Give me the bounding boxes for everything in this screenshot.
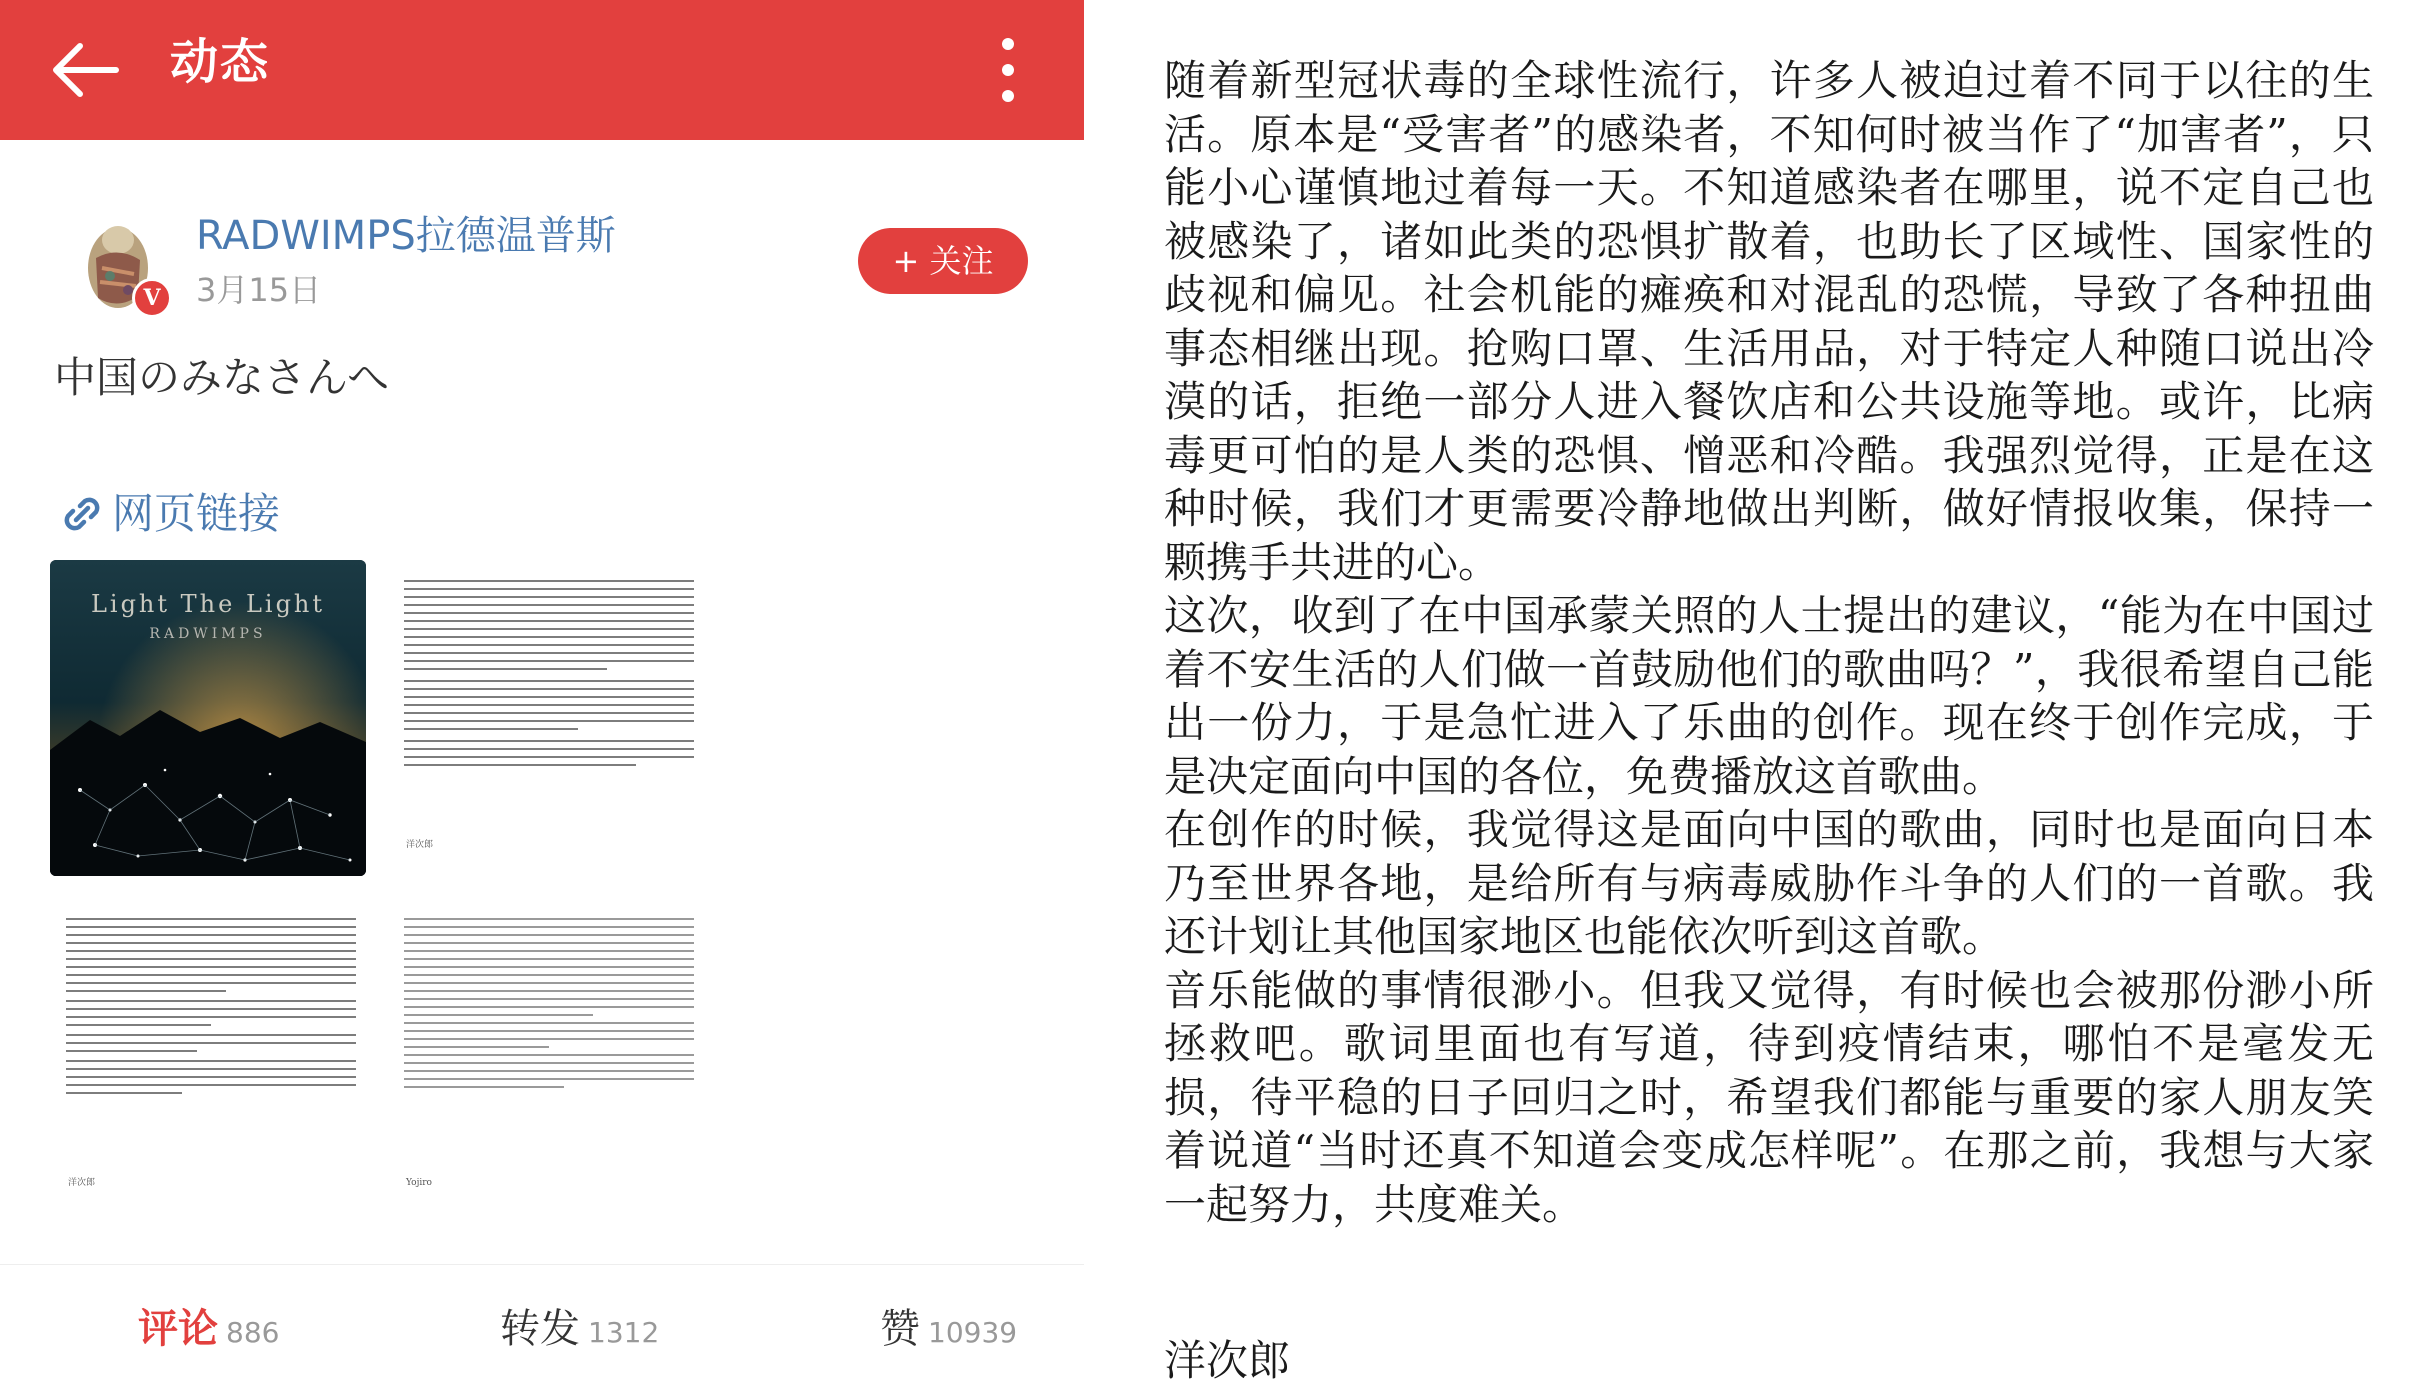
japanese-letter-signature: 洋次郎: [406, 840, 434, 850]
post-action-bar: [0, 1264, 1084, 1400]
letter-paragraph-2: 这次，收到了在中国承蒙关照的人士提出的建议，“能为在中国过着不安生活的人们做一首鼓励他们的歌曲吗？”，我很希望自己能出一份力，于是急忙进入了乐曲的创作。现在终于创作完成，于是决定面向中国的各位，免费播放这首歌曲。: [1164, 591, 2374, 801]
chinese-letter-image[interactable]: [50, 898, 366, 1214]
english-letter-image[interactable]: [388, 898, 704, 1214]
letter-paragraph-3: 在创作的时候，我觉得这是面向中国的歌曲，同时也是面向日本乃至世界各地，是给所有与病毒威胁作斗争的人们的一首歌。我还计划让其他国家地区也能依次听到这首歌。: [1164, 805, 2374, 961]
english-letter-signature: Yojiro: [406, 1178, 432, 1188]
repost-label: 转发: [500, 1306, 580, 1352]
top-app-bar: [0, 0, 1084, 140]
image-grid: [50, 560, 690, 1200]
comment-label: 评论: [138, 1306, 218, 1352]
web-link-label: 网页链接: [112, 489, 281, 538]
like-button[interactable]: [880, 1301, 1017, 1361]
letter-paragraph-4: 音乐能做的事情很渺小。但我又觉得，有时候也会被那份渺小所拯救吧。歌词里面也有写道，待到疫情结束，哪怕不是毫发无损，待平稳的日子回归之时，希望我们都能与重要的家人朋友笑着说道“当时还真不知道会变成怎样呢”。在那之前，我想与大家一起努力，共度难关。: [1164, 965, 2374, 1229]
page-title: 动态: [170, 34, 271, 90]
letter-text-lines: [66, 918, 356, 1100]
letter-translation-panel: [1084, 0, 2416, 1400]
follow-button[interactable]: + 关注: [858, 228, 1028, 294]
post-text: 中国のみなさんへ: [54, 353, 390, 402]
verified-badge: V: [132, 278, 172, 318]
post-date: 3月15日: [196, 271, 322, 309]
more-options-icon[interactable]: [996, 30, 1020, 110]
letter-text-lines: [404, 918, 694, 1094]
like-count: 10939: [928, 1316, 1018, 1349]
repost-button[interactable]: [500, 1301, 659, 1361]
letter-signature: 洋次郎: [1164, 1336, 1291, 1385]
like-label: 赞: [880, 1306, 920, 1352]
album-title: Light The Light: [90, 590, 326, 618]
album-artist: RADWIMPS: [149, 626, 267, 642]
web-link[interactable]: [60, 484, 280, 544]
japanese-letter-image[interactable]: [388, 560, 704, 876]
comment-count: 886: [226, 1316, 280, 1349]
link-icon: [60, 492, 104, 536]
repost-count: 1312: [588, 1316, 660, 1349]
letter-body: [1164, 54, 2374, 1231]
album-cover-image[interactable]: [50, 560, 366, 876]
author-name[interactable]: RADWIMPS拉德温普斯: [196, 213, 616, 259]
weibo-post-screen: [0, 0, 1084, 1400]
chinese-letter-signature: 洋次郎: [68, 1178, 96, 1188]
letter-text-lines: [404, 580, 694, 772]
letter-paragraph-1: 随着新型冠状毒的全球性流行，许多人被迫过着不同于以往的生活。原本是“受害者”的感染者，不知何时被当作了“加害者”，只能小心谨慎地过着每一天。不知道感染者在哪里，说不定自己也被感染了，诸如此类的恐惧扩散着，也助长了区域性、国家性的歧视和偏见。社会机能的瘫痪和对混乱的恐慌，导致了各种扭曲事态相继出现。抢购口罩、生活用品，对于特定人种随口说出冷漠的话，拒绝一部分人进入餐饮店和公共设施等地。或许，比病毒更可怕的是人类的恐惧、憎恶和冷酷。我强烈觉得，正是在这种时候，我们才更需要冷静地做出判断，做好情报收集，保持一颗携手共进的心。: [1164, 56, 2374, 587]
comment-button[interactable]: [138, 1301, 279, 1361]
back-arrow-icon[interactable]: [50, 38, 120, 102]
